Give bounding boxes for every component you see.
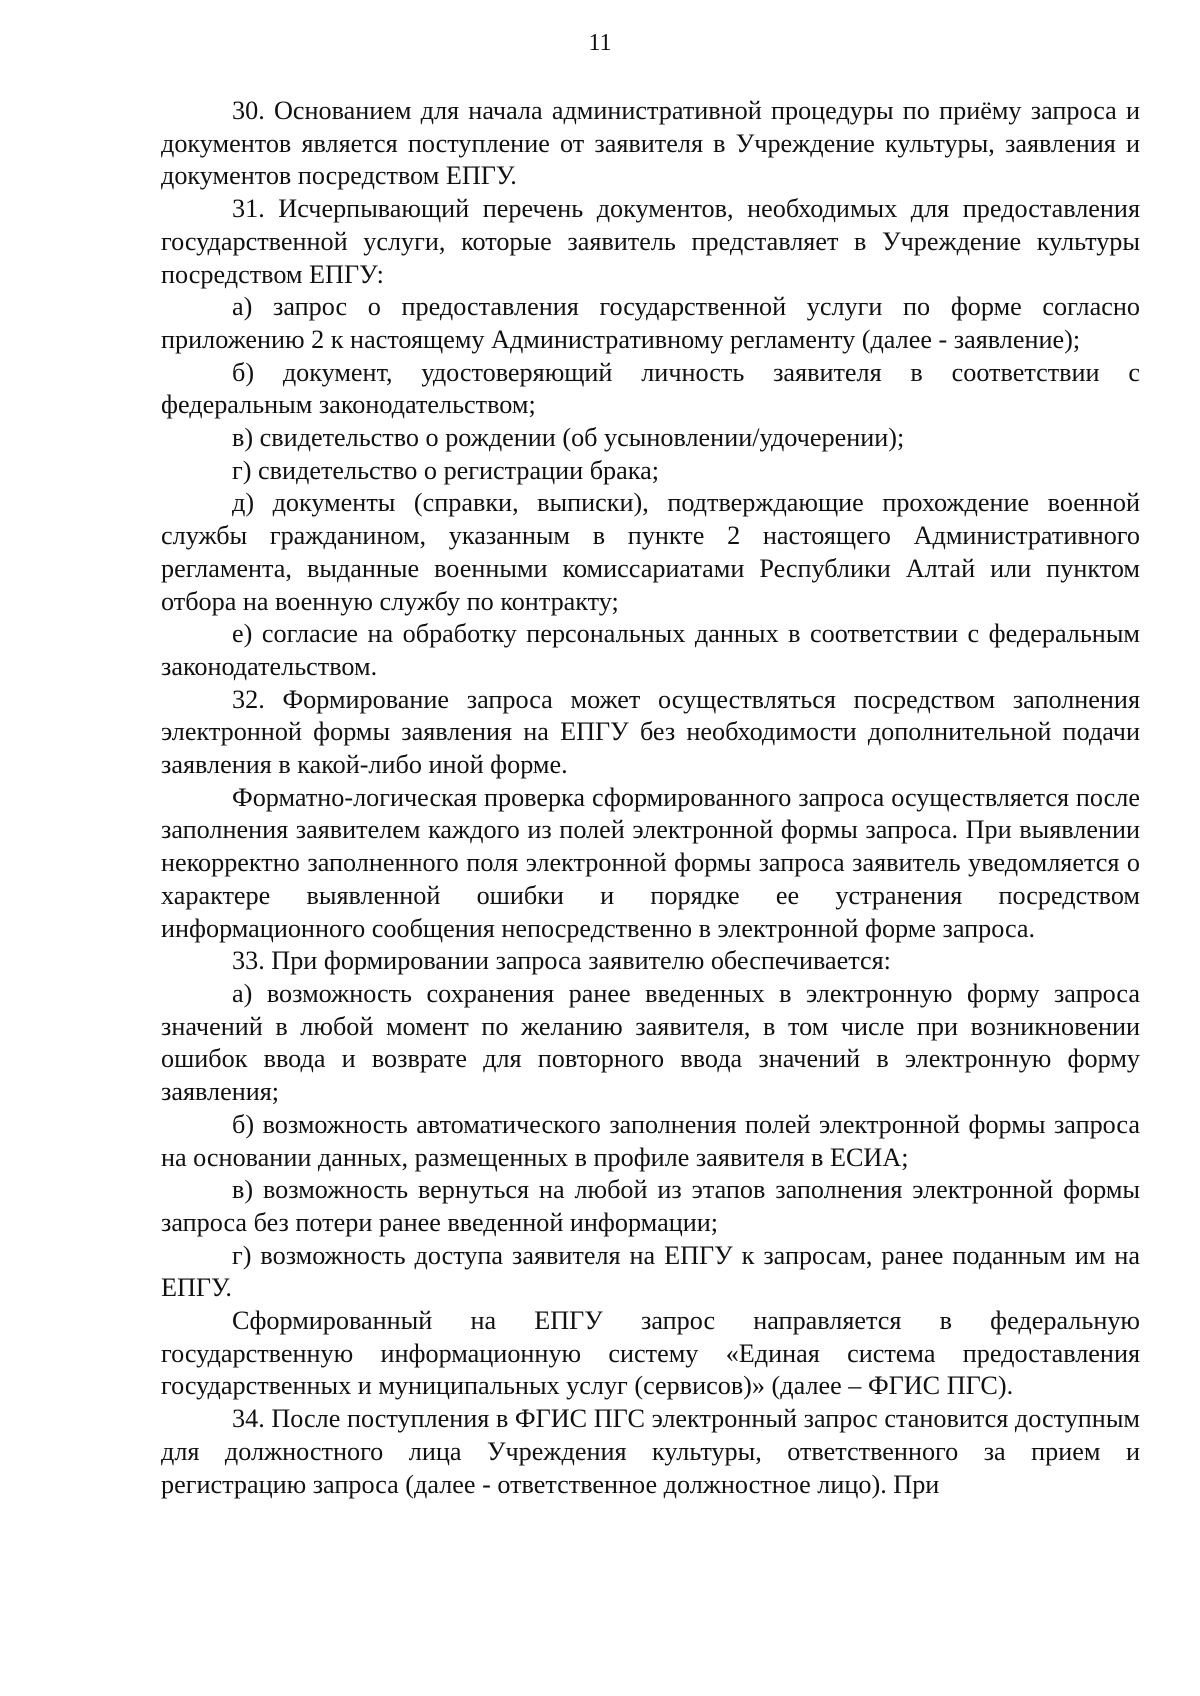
list-item-31-e: е) согласие на обработку персональных данных в соответствии с федеральным законодательством.	[161, 619, 1140, 681]
list-item-31-v: в) свидетельство о рождении (об усыновлении/удочерении);	[232, 423, 905, 453]
list-item-31-a: а) запрос о предоставления государственной услуги по форме согласно приложению 2 к настоящему Административному регламенту (далее - заявление);	[161, 292, 1140, 354]
paragraph-33-submission: Сформированный на ЕПГУ запрос направляется в федеральную государственную информационную систему «Единая система предоставления государственных и муниципальных услуг (сервисов)» (далее – ФГИС ПГС).	[161, 1306, 1140, 1401]
list-item-31-b: б) документ, удостоверяющий личность заявителя в соответствии с федеральным законодательством;	[161, 357, 1140, 420]
paragraph-32: 32. Формирование запроса может осуществляться посредством заполнения электронной формы заявления на ЕПГУ без необходимости дополнительной подачи заявления в какой-либо иной форме.	[161, 684, 1140, 780]
page-number: 11	[588, 30, 612, 56]
paragraph-34: 34. После поступления в ФГИС ПГС электронный запрос становится доступным для должностного лица Учреждения культуры, ответственного за прием и регистрацию запроса (далее - ответственное должностное лицо). При	[161, 1404, 1140, 1499]
list-item-33-a: а) возможность сохранения ранее введенных в электронную форму запроса значений в любой момент по желанию заявителя, в том числе при возникновении ошибок ввода и возврате для повторного ввода значений в электронную форму заявления;	[161, 978, 1140, 1107]
paragraph-31: 31. Исчерпывающий перечень документов, необходимых для предоставления государственной услуги, которые заявитель представляет в Учреждение культуры посредством ЕПГУ:	[161, 194, 1140, 289]
list-item-31-d: д) документы (справки, выписки), подтверждающие прохождение военной службы гражданином, указанным в пункте 2 настоящего Административного регламента, выданные военными комиссариатами Республики Алтай или пунктом отбора на военную службу по контракту;	[161, 488, 1140, 616]
list-item-33-b: б) возможность автоматического заполнения полей электронной формы запроса на основании данных, размещенных в профиле заявителя в ЕСИА;	[161, 1109, 1140, 1172]
paragraph-30: 30. Основанием для начала административной процедуры по приёму запроса и документов является поступление от заявителя в Учреждение культуры, заявления и документов посредством ЕПГУ.	[161, 96, 1140, 191]
paragraph-33: 33. При формировании запроса заявителю обеспечивается:	[232, 946, 891, 976]
list-item-33-v: в) возможность вернуться на любой из этапов заполнения электронной формы запроса без потери ранее введенной информации;	[161, 1175, 1140, 1237]
list-item-31-g: г) свидетельство о регистрации брака;	[232, 455, 660, 485]
document-body	[161, 95, 1140, 1501]
paragraph-32-validation: Форматно-логическая проверка сформированного запроса осуществляется после заполнения заявителем каждого из полей электронной формы запроса. При выявлении некорректно заполненного поля электронной формы запроса заявитель уведомляется о характере выявленной ошибки и порядке ее устранения посредством информационного сообщения непосредственно в электронной форме запроса.	[161, 782, 1140, 943]
list-item-33-g: г) возможность доступа заявителя на ЕПГУ к запросам, ранее поданным им на ЕПГУ.	[161, 1240, 1140, 1303]
